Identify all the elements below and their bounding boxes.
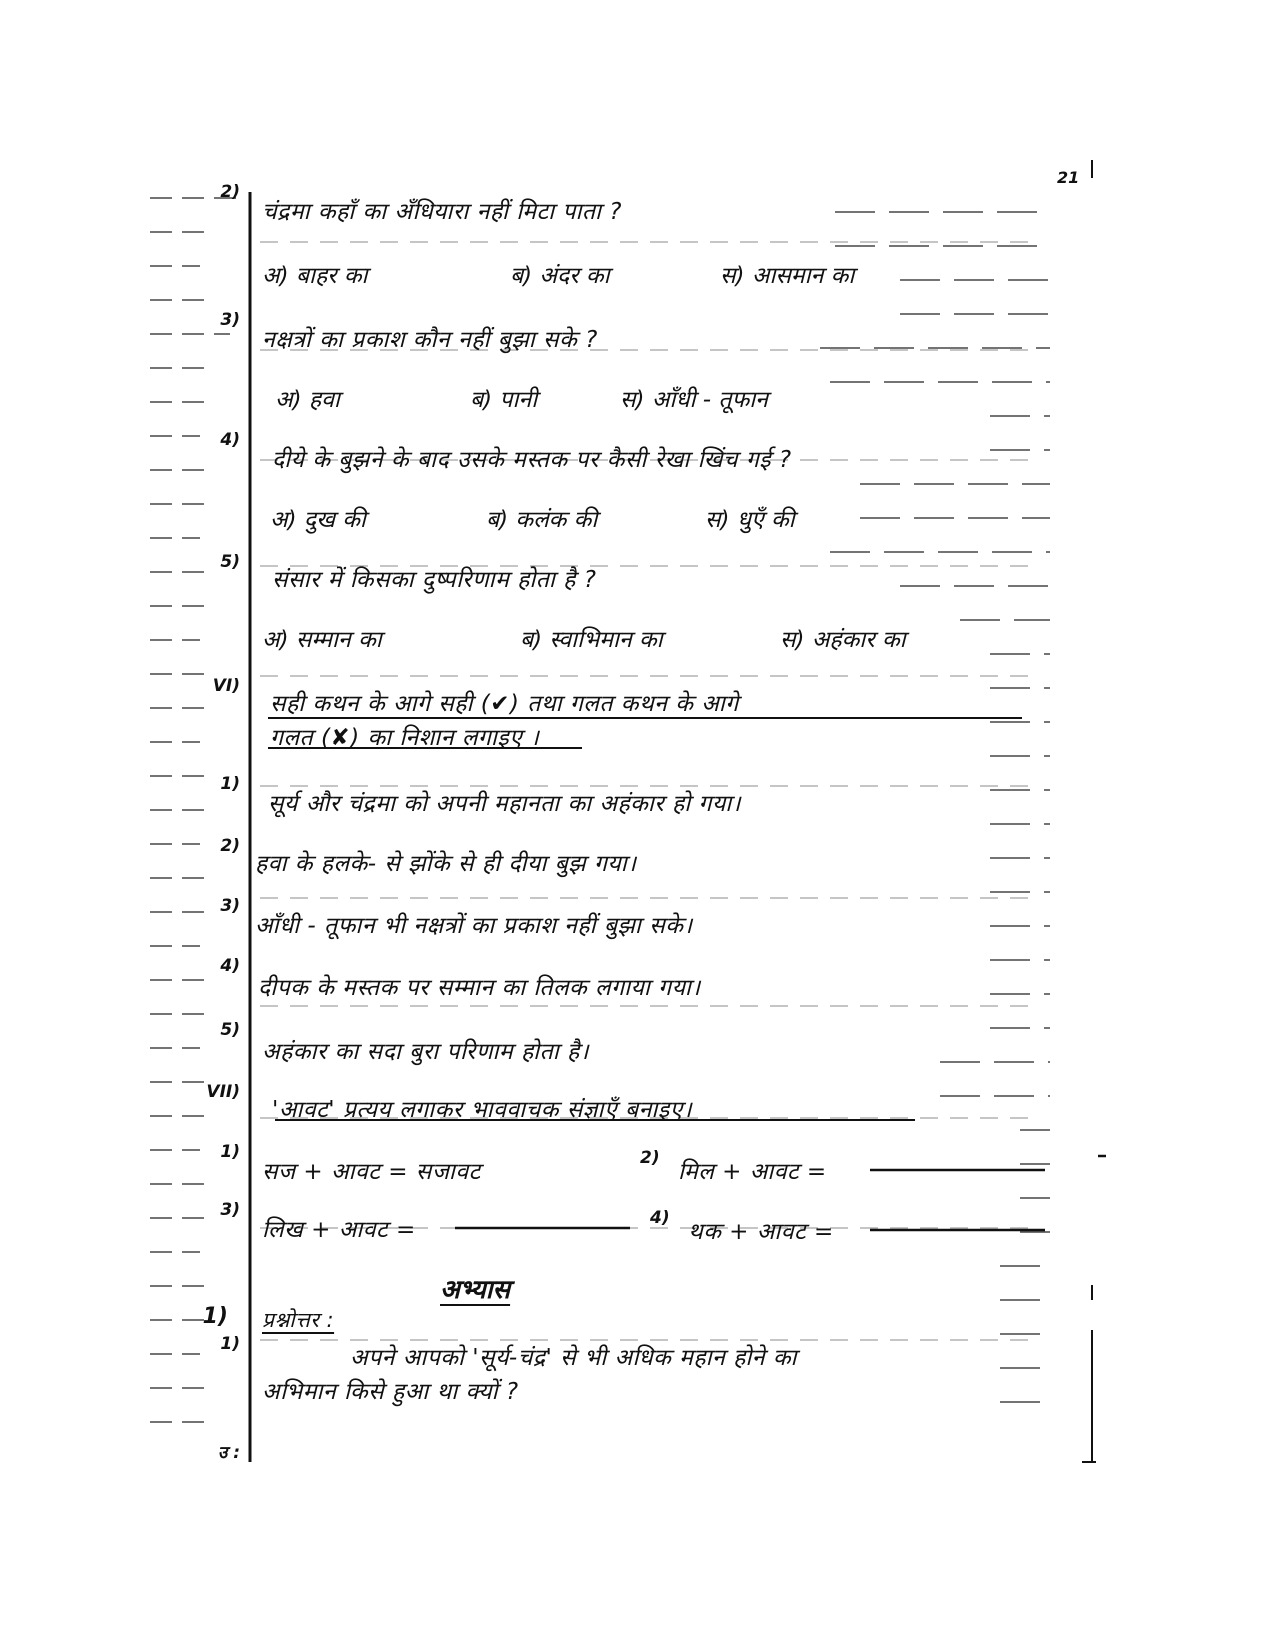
q4-option-b: ब) कलंक की bbox=[486, 507, 598, 533]
s7-item3-text: लिख + आवट = bbox=[262, 1217, 416, 1243]
s6-item4-label: 4) bbox=[220, 956, 240, 976]
page-number: 21 bbox=[1057, 168, 1080, 187]
s6-item5-text: अहंकार का सदा बुरा परिणाम होता है। bbox=[262, 1039, 589, 1065]
q2-option-c: स) आसमान का bbox=[720, 263, 855, 289]
s7-item1-text: सज + आवट = सजावट bbox=[262, 1159, 481, 1185]
s7-item2-label: 2) bbox=[640, 1148, 660, 1168]
s6-item3-text: आँधी - तूफान भी नक्षत्रों का प्रकाश नहीं बुझा सके। bbox=[255, 913, 693, 939]
s6-item5-label: 5) bbox=[220, 1020, 240, 1040]
q5-question: संसार में किसका दुष्परिणाम होता है ? bbox=[272, 567, 597, 593]
s6-item4-text: दीपक के मस्तक पर सम्मान का तिलक लगाया गया। bbox=[258, 975, 701, 1001]
q3-question: नक्षत्रों का प्रकाश कौन नहीं बुझा सके ? bbox=[262, 327, 598, 353]
exercise-section-label: 1) bbox=[202, 1304, 228, 1329]
q2-question: चंद्रमा कहाँ का अँधियारा नहीं मिटा पाता ? bbox=[262, 199, 622, 225]
q2-label: 2) bbox=[220, 182, 240, 202]
section6-instruction-line1: सही कथन के आगे सही (✔) तथा गलत कथन के आगे bbox=[270, 691, 739, 717]
q3-option-b: ब) पानी bbox=[470, 387, 538, 413]
section6-label: VI) bbox=[212, 676, 240, 696]
answer-label: उ : bbox=[217, 1443, 240, 1463]
section7-instruction: 'आवट' प्रत्यय लगाकर भाववाचक संज्ञाएँ बनाइए। bbox=[272, 1097, 693, 1123]
q5-label: 5) bbox=[220, 552, 240, 572]
q3-label: 3) bbox=[220, 310, 240, 330]
q2-option-a: अ) बाहर का bbox=[262, 263, 368, 289]
q4-question: दीये के बुझने के बाद उसके मस्तक पर कैसी रेखा खिंच गई ? bbox=[272, 447, 792, 473]
s7-item4-text: थक + आवट = bbox=[688, 1219, 834, 1245]
q4-option-c: स) धुएँ की bbox=[705, 507, 795, 533]
s6-item2-label: 2) bbox=[220, 836, 240, 856]
exercise-q1-label: 1) bbox=[220, 1334, 240, 1354]
q5-option-c: स) अहंकार का bbox=[780, 627, 906, 653]
exercise-subheading: प्रश्नोत्तर : bbox=[262, 1308, 335, 1332]
s7-item4-label: 4) bbox=[650, 1208, 670, 1228]
exercise-q1-line2: अभिमान किसे हुआ था क्यों ? bbox=[262, 1379, 519, 1405]
s7-item1-label: 1) bbox=[220, 1142, 240, 1162]
s6-item2-text: हवा के हलके- से झोंके से ही दीया बुझ गया। bbox=[255, 851, 637, 877]
section6-instruction-line2: गलत (✘) का निशान लगाइए । bbox=[270, 725, 540, 751]
s6-item3-label: 3) bbox=[220, 896, 240, 916]
s7-item2-text: मिल + आवट = bbox=[678, 1159, 827, 1185]
q3-option-a: अ) हवा bbox=[275, 387, 340, 413]
q4-option-a: अ) दुख की bbox=[270, 507, 366, 533]
section7-label: VII) bbox=[206, 1082, 240, 1102]
q4-label: 4) bbox=[220, 430, 240, 450]
s6-item1-text: सूर्य और चंद्रमा को अपनी महानता का अहंकार हो गया। bbox=[268, 791, 741, 817]
exercise-q1-line1: अपने आपको 'सूर्य-चंद्र' से भी अधिक महान होने का bbox=[350, 1345, 797, 1371]
exercise-heading: अभ्यास bbox=[440, 1275, 511, 1305]
q2-option-b: ब) अंदर का bbox=[510, 263, 610, 289]
q5-option-b: ब) स्वाभिमान का bbox=[520, 627, 663, 653]
s7-item3-label: 3) bbox=[220, 1200, 240, 1220]
q5-option-a: अ) सम्मान का bbox=[262, 627, 382, 653]
s6-item1-label: 1) bbox=[220, 774, 240, 794]
q3-option-c: स) आँधी - तूफान bbox=[620, 387, 768, 413]
